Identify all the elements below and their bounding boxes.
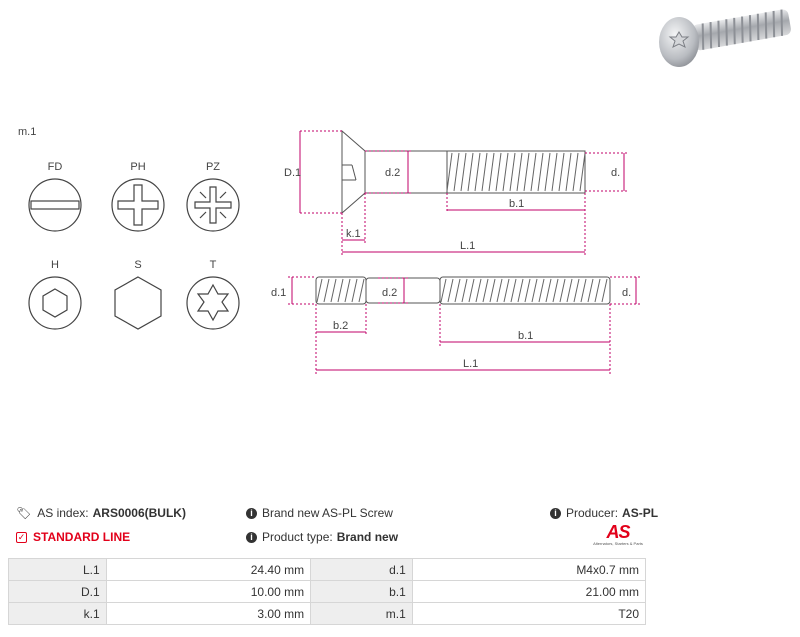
as-index xyxy=(16,506,186,520)
spec-value: 10.00 mm xyxy=(106,581,310,603)
standard-line-label: STANDARD LINE xyxy=(33,530,131,544)
description xyxy=(246,506,393,520)
dim-label-d-bottom: d. xyxy=(622,287,632,299)
standard-line xyxy=(16,530,130,544)
head-type-label-s: S xyxy=(134,259,142,271)
producer-label: Producer: xyxy=(566,506,619,520)
spec-value: 24.40 mm xyxy=(106,559,310,581)
technical-drawing xyxy=(0,110,800,390)
as-pl-logo xyxy=(586,523,650,547)
spec-key: d.1 xyxy=(311,559,413,581)
head-type-label-t: T xyxy=(209,259,217,271)
head-type-fd-icon xyxy=(29,179,81,231)
producer-value: AS-PL xyxy=(622,506,659,520)
dim-label-L1-top: L.1 xyxy=(460,240,476,252)
description-text: Brand new AS-PL Screw xyxy=(262,506,393,520)
as-index-label: AS index: xyxy=(37,506,89,520)
dim-label-D1-top: D.1 xyxy=(284,167,302,179)
tags-icon: 🏷 xyxy=(16,506,32,520)
table-row xyxy=(9,581,646,603)
checkbox-icon: ✓ xyxy=(17,531,26,542)
head-type-s-icon xyxy=(115,277,161,329)
as-index-value: ARS0006(BULK) xyxy=(92,506,186,520)
dim-label-k1-top: k.1 xyxy=(346,228,361,240)
info-icon: i xyxy=(246,532,257,543)
info-icon: i xyxy=(246,508,257,519)
dim-label-d2-bottom: d.2 xyxy=(382,287,398,299)
dim-label-b1-bottom: b.1 xyxy=(518,330,534,342)
spec-key: L.1 xyxy=(9,559,107,581)
spec-key: m.1 xyxy=(311,603,413,625)
info-icon: i xyxy=(550,508,561,519)
table-row xyxy=(9,559,646,581)
producer xyxy=(550,506,658,520)
head-type-label-ph: PH xyxy=(130,161,146,173)
dim-label-d1-bottom: d.1 xyxy=(271,287,287,299)
spec-key: D.1 xyxy=(9,581,107,603)
spec-key: b.1 xyxy=(311,581,413,603)
as-logo-mark: AS xyxy=(606,522,630,542)
product-type xyxy=(246,530,398,544)
head-type-pz-icon xyxy=(187,179,239,231)
dim-label-d2-top: d.2 xyxy=(385,167,401,179)
dim-label-L1-bottom: L.1 xyxy=(463,358,479,370)
table-row xyxy=(9,603,646,625)
dim-label-d-top: d. xyxy=(611,167,621,179)
as-logo-tagline: Alternators, Starters & Parts xyxy=(593,541,643,546)
spec-value: 21.00 mm xyxy=(412,581,645,603)
screw-photo xyxy=(655,4,800,74)
spec-value: T20 xyxy=(412,603,645,625)
head-type-h-icon xyxy=(29,277,81,329)
product-type-label: Product type: xyxy=(262,530,333,544)
spec-value: M4x0.7 mm xyxy=(412,559,645,581)
head-type-t-icon xyxy=(187,277,239,329)
stud-screw-drawing xyxy=(316,277,610,304)
spec-value: 3.00 mm xyxy=(106,603,310,625)
spec-table xyxy=(8,558,646,625)
dim-label-b2-bottom: b.2 xyxy=(333,320,349,332)
head-type-label-pz: PZ xyxy=(205,161,221,173)
spec-key: k.1 xyxy=(9,603,107,625)
head-type-ph-icon xyxy=(112,179,164,231)
head-type-label-fd: FD xyxy=(47,161,63,173)
product-type-value: Brand new xyxy=(336,530,399,544)
section-label-m1: m.1 xyxy=(18,126,37,138)
dim-label-b1-top: b.1 xyxy=(509,198,525,210)
head-type-label-h: H xyxy=(51,259,59,271)
